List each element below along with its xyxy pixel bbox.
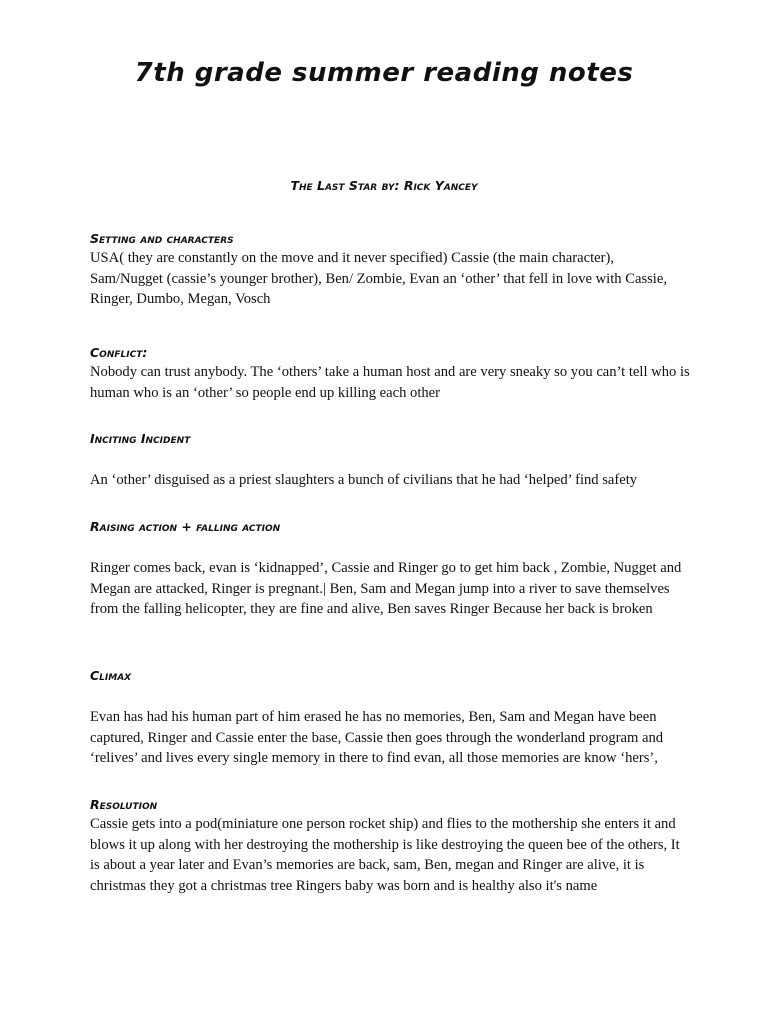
section-resolution [90, 796, 690, 896]
section-text: Cassie gets into a pod(miniature one person rocket ship) and flies to the mothership she enters it and blows it up along with her destroying the mothership is like destroying the queen bee of the others, It is about a year later and Evan’s memories are back, sam, Ben, megan and Ringer are alive, it is christmas they got a christmas tree Ringers baby was born and is healthy also it's name [90, 816, 680, 894]
section-text: Ringer comes back, evan is ‘kidnapped’, Cassie and Ringer go to get him back , Zombie, Nugget and Megan are attacked, Ringer is pregnant.| Ben, Sam and Megan jump into a river to save themselves from the falling helicopter, they are fine and alive, Ben saves Ringer Because her back is broken [90, 560, 682, 617]
section-text: Nobody can trust anybody. The ‘others’ take a human host and are very sneaky so you can’t tell who is human who is an ‘other’ so people end up killing each other [90, 364, 690, 401]
section-heading: Setting and characters [90, 231, 234, 246]
section-setting [90, 230, 690, 310]
book-title: The Last Star by: Rick Yancey [290, 178, 478, 193]
page-title: 7th grade summer reading notes [134, 58, 634, 88]
section-heading: Raising action + falling action [90, 519, 281, 534]
section-inciting-incident [90, 430, 690, 491]
section-text: An ‘other’ disguised as a priest slaughters a bunch of civilians that he had ‘helped’ find safety [90, 472, 638, 488]
section-text: Evan has had his human part of him erased he has no memories, Ben, Sam and Megan have been captured, Ringer and Cassie enter the base, Cassie then goes through the wonderland program and ‘relives’ and lives every single memory in there to find evan, all those memories are know ‘hers’, [90, 709, 664, 766]
section-rising-falling-action [90, 518, 690, 620]
section-heading: Resolution [90, 797, 158, 812]
section-heading: Inciting Incident [90, 431, 191, 446]
section-conflict [90, 344, 690, 403]
section-heading: Climax [90, 668, 132, 683]
section-heading: Conflict: [90, 345, 148, 360]
section-text: USA( they are constantly on the move and it never specified) Cassie (the main character), Sam/Nugget (cassie’s younger brother), Ben/ Zombie, Evan an ‘other’ that fell in love with Cassie, Ringer, Dumbo, Megan, Vosch [90, 250, 667, 307]
section-climax [90, 667, 690, 769]
